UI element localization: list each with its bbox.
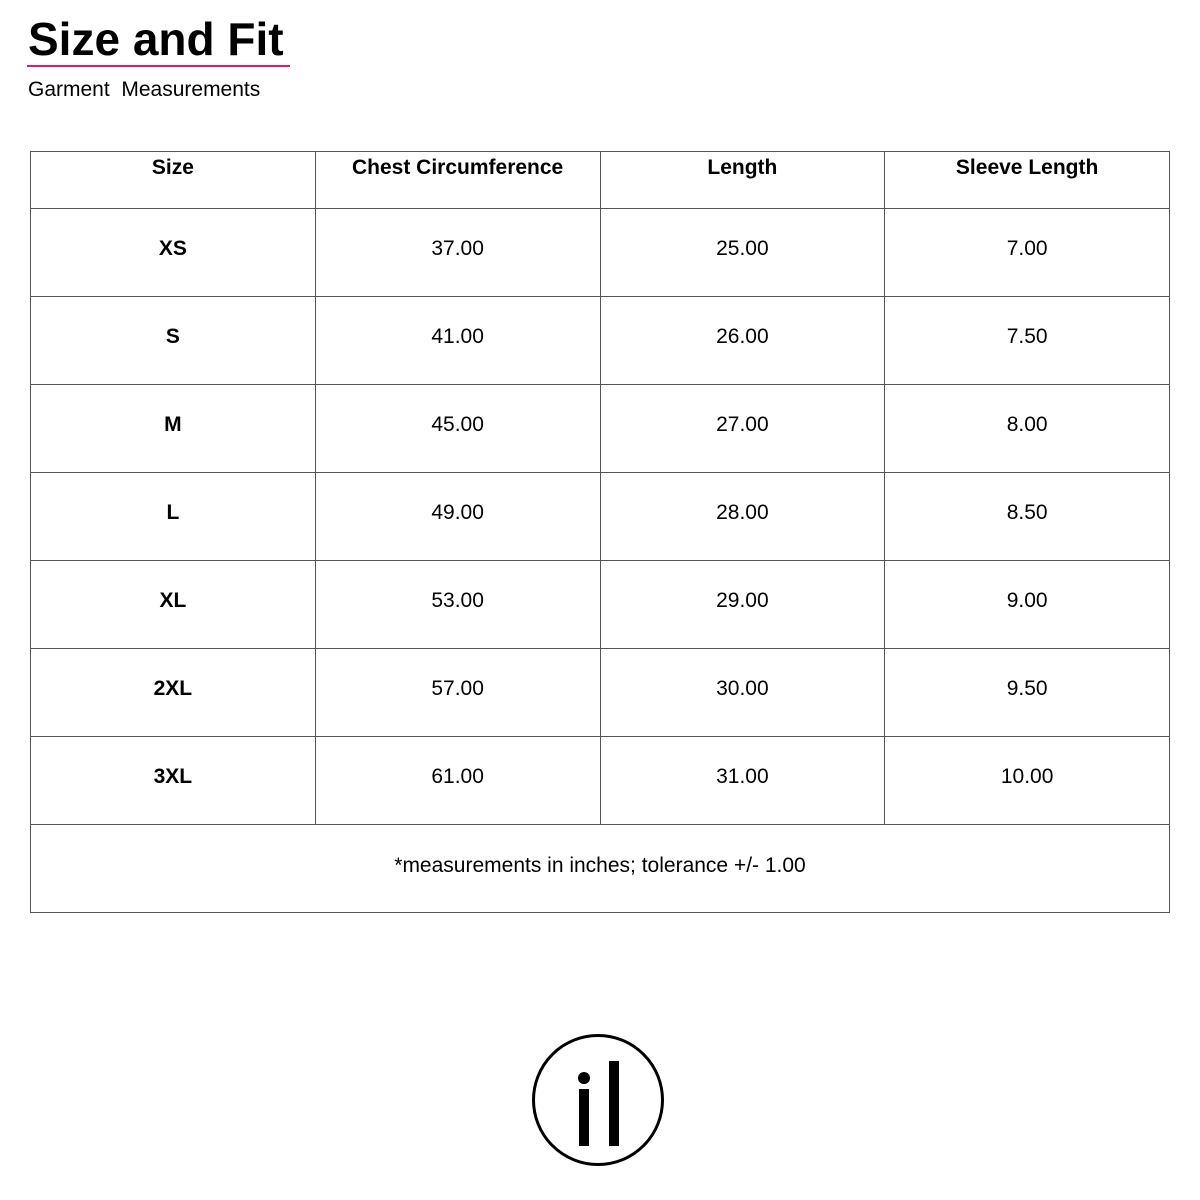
column-header-length: Length <box>600 152 885 209</box>
length-cell: 30.00 <box>600 649 885 737</box>
chest-cell: 57.00 <box>315 649 600 737</box>
size-chart-table <box>30 151 1170 913</box>
table-row <box>31 297 1170 385</box>
size-cell: M <box>31 385 316 473</box>
chest-cell: 45.00 <box>315 385 600 473</box>
footnote-row <box>31 825 1170 913</box>
sleeve-cell: 10.00 <box>885 737 1170 825</box>
size-cell: XS <box>31 209 316 297</box>
column-header-sleeve: Sleeve Length <box>885 152 1170 209</box>
sleeve-cell: 7.00 <box>885 209 1170 297</box>
table-row <box>31 649 1170 737</box>
size-cell: S <box>31 297 316 385</box>
il-logo-icon <box>532 1034 664 1166</box>
sleeve-cell: 9.00 <box>885 561 1170 649</box>
chest-cell: 41.00 <box>315 297 600 385</box>
length-cell: 26.00 <box>600 297 885 385</box>
table-row <box>31 209 1170 297</box>
chest-cell: 53.00 <box>315 561 600 649</box>
chest-cell: 49.00 <box>315 473 600 561</box>
column-header-chest: Chest Circumference <box>315 152 600 209</box>
size-cell: 2XL <box>31 649 316 737</box>
sleeve-cell: 9.50 <box>885 649 1170 737</box>
title-underline <box>27 65 290 67</box>
size-cell: 3XL <box>31 737 316 825</box>
table-row <box>31 473 1170 561</box>
chest-cell: 61.00 <box>315 737 600 825</box>
sleeve-cell: 8.50 <box>885 473 1170 561</box>
chest-cell: 37.00 <box>315 209 600 297</box>
page-subtitle: Garment Measurements <box>28 78 261 101</box>
page-title: Size and Fit <box>28 13 284 65</box>
length-cell: 25.00 <box>600 209 885 297</box>
table-footnote: *measurements in inches; tolerance +/- 1.00 <box>31 825 1170 913</box>
length-cell: 31.00 <box>600 737 885 825</box>
table-header-row <box>31 152 1170 209</box>
length-cell: 28.00 <box>600 473 885 561</box>
length-cell: 27.00 <box>600 385 885 473</box>
sleeve-cell: 7.50 <box>885 297 1170 385</box>
size-cell: XL <box>31 561 316 649</box>
table-row <box>31 737 1170 825</box>
size-cell: L <box>31 473 316 561</box>
length-cell: 29.00 <box>600 561 885 649</box>
il-logo-mark <box>535 1037 661 1163</box>
column-header-size: Size <box>31 152 316 209</box>
table-row <box>31 561 1170 649</box>
sleeve-cell: 8.00 <box>885 385 1170 473</box>
table-row <box>31 385 1170 473</box>
